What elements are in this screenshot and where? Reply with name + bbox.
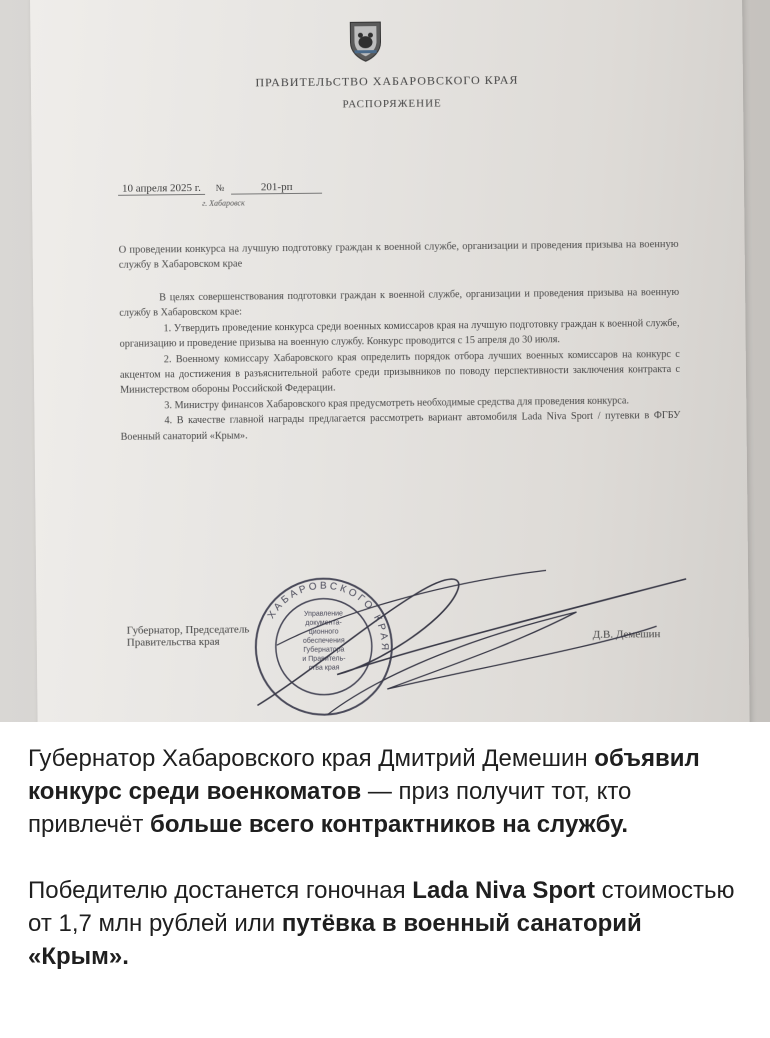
caption-bold: объявил конкурс среди военкоматов — [28, 745, 700, 805]
caption-text: стоимостью от 1,7 млн рублей или — [28, 877, 735, 937]
handwritten-signature — [216, 551, 718, 722]
stamp-inner-line: ционного — [308, 628, 339, 636]
number-sign: № — [215, 182, 225, 193]
caption-text: — приз получит тот, кто привлечёт — [28, 778, 632, 838]
stamp-inner-line: ства края — [308, 664, 340, 672]
coat-of-arms-icon — [348, 20, 382, 62]
caption-bold: путёвка в военный санаторий «Крым». — [28, 910, 642, 970]
order-number: 201-рп — [231, 181, 323, 195]
order-subject: О проведении конкурса на лучшую подготовку граждан к военной службе, организации и проведения призыва на военную службу в Хабаровском крае — [118, 238, 679, 271]
signatory-title-line2: Правительства края — [126, 635, 220, 649]
stamp-inner-line: Губернатора — [303, 646, 345, 654]
caption-bold: Lada Niva Sport — [412, 877, 595, 904]
order-title: РАСПОРЯЖЕНИЕ — [342, 97, 442, 111]
caption-bold: больше всего контрактников на службу. — [150, 811, 629, 838]
order-city: г. Хабаровск — [202, 198, 245, 208]
paper-sheet — [30, 0, 750, 722]
caption-paragraph-1 — [28, 742, 740, 841]
stamp-outer-text: ХАБАРОВСКОГО КРАЯ — [265, 580, 390, 654]
order-date: 10 апреля 2025 г. — [118, 182, 205, 196]
order-item-3: 3. Министру финансов Хабаровского края предусмотреть необходимые средства для проведения конкурса. — [164, 395, 630, 412]
caption-paragraph-2 — [28, 874, 740, 973]
order-item-1: 1. Утвердить проведение конкурса среди военных комиссаров края на лучшую подготовку граждан к военной службе, организацию и проведение призыва на военную службу. Конкурс проводится с 15 апреля до 30 июля. — [119, 317, 680, 351]
order-item-4: 4. В качестве главной награды предлагается рассмотреть вариант автомобиля Lada Niva Sport / путевки в ФГБУ Военный санаторий «Крым». — [120, 410, 681, 443]
stamp-inner-line: документа- — [305, 619, 342, 627]
government-title: ПРАВИТЕЛЬСТВО ХАБАРОВСКОГО КРАЯ — [255, 72, 519, 90]
order-item-2: 2. Военному комиссару Хабаровского края определить порядок отбора лучших военных комиссаров на конкурс с акцентом на достижения в разъяснительной работе среди призывников по поводу перспективности заключения контракта с Министерством обороны Российской Федерации. — [119, 348, 681, 397]
caption-text: Губернатор Хабаровского края Дмитрий Демешин — [28, 745, 595, 772]
signatory-title-line1: Губернатор, Председатель — [126, 623, 250, 637]
news-caption — [28, 742, 740, 1006]
order-preamble: В целях совершенствования подготовки граждан к военной службе, организации и проведения призыва на военную службу в Хабаровском крае: — [119, 286, 680, 320]
stamp-inner-line: обеспечения — [302, 637, 345, 645]
signatory-name: Д.В. Демешин — [592, 628, 661, 641]
order-body — [119, 285, 681, 445]
stamp-inner-line: Управление — [303, 610, 343, 618]
date-number-line — [118, 181, 323, 196]
order-document — [30, 0, 750, 722]
caption-text: Победителю достанется гоночная — [28, 877, 413, 904]
stamp-inner-line: и Правитель- — [302, 655, 346, 663]
